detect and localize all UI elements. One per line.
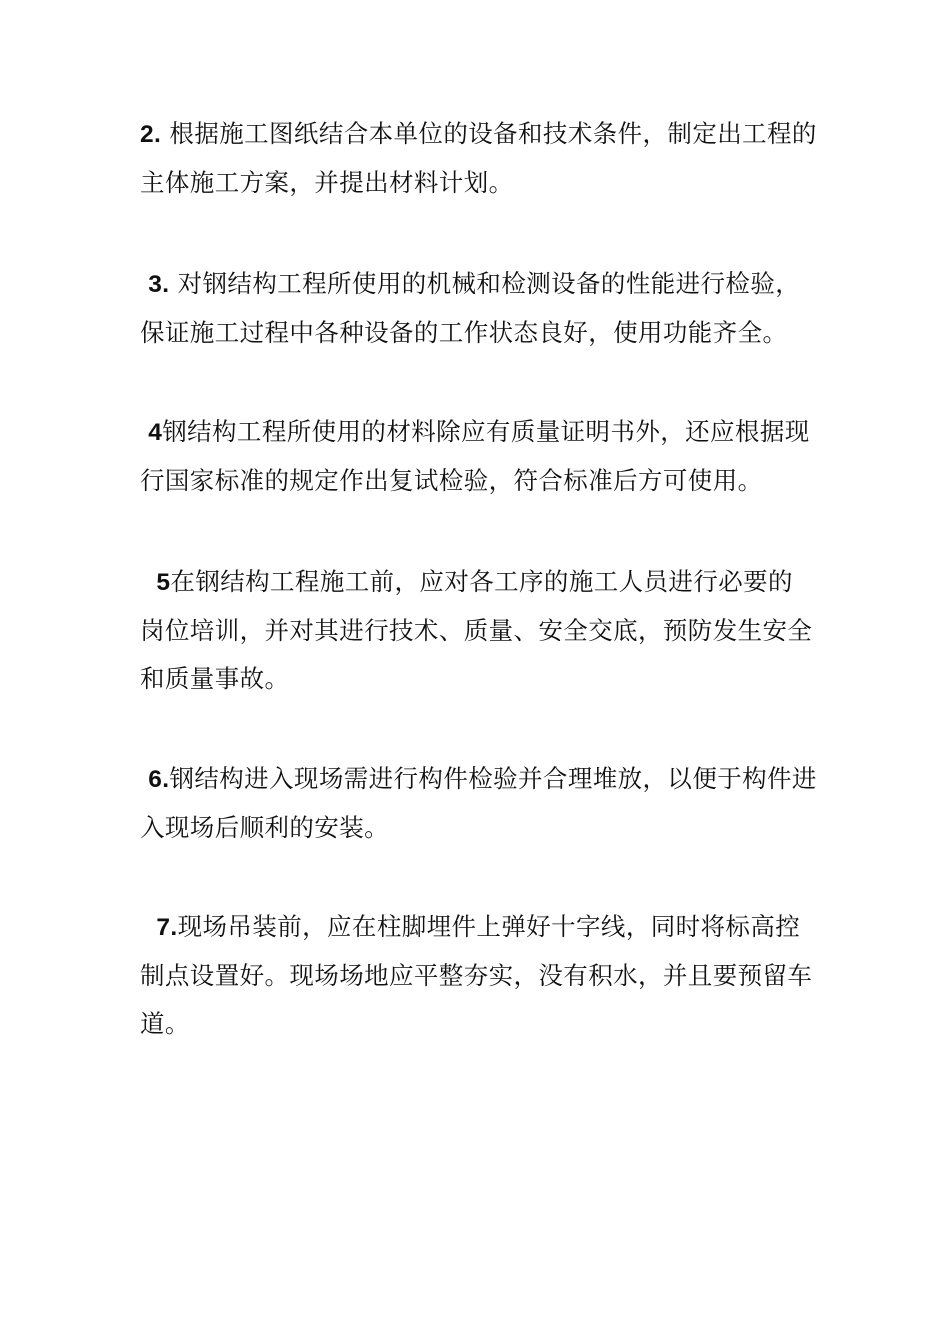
paragraph-text: 钢结构工程所使用的材料除应有质量证明书外，还应根据现 bbox=[162, 417, 810, 446]
paragraph-5 bbox=[140, 558, 850, 703]
paragraph-line bbox=[140, 558, 850, 607]
paragraph-number: 5 bbox=[156, 569, 171, 596]
paragraph-2 bbox=[140, 110, 850, 207]
paragraph-number: 4 bbox=[148, 419, 163, 446]
paragraph-line: 行国家标准的规定作出复试检验，符合标准后方可使用。 bbox=[140, 466, 763, 495]
paragraph-line: 和质量事故。 bbox=[140, 664, 290, 693]
paragraph-line bbox=[140, 260, 850, 309]
paragraph-line: 主体施工方案，并提出材料计划。 bbox=[140, 168, 514, 197]
paragraph-number: 6. bbox=[148, 766, 170, 793]
paragraph-text: 根据施工图纸结合本单位的设备和技术条件，制定出工程的 bbox=[161, 119, 817, 148]
paragraph-3 bbox=[140, 260, 850, 357]
paragraph-line bbox=[140, 408, 850, 457]
paragraph-line: 入现场后顺利的安装。 bbox=[140, 813, 389, 842]
paragraph-4 bbox=[140, 408, 850, 505]
paragraph-text: 在钢结构工程施工前，应对各工序的施工人员进行必要的 bbox=[170, 567, 793, 596]
paragraph-line bbox=[140, 755, 850, 804]
paragraph-6 bbox=[140, 755, 850, 852]
paragraph-7 bbox=[140, 903, 850, 1048]
paragraph-number: 2. bbox=[140, 121, 162, 148]
paragraph-line: 制点设置好。现场场地应平整夯实，没有积水，并且要预留车 bbox=[140, 961, 813, 990]
paragraph-line: 保证施工过程中各种设备的工作状态良好，使用功能齐全。 bbox=[140, 318, 788, 347]
paragraph-line bbox=[140, 903, 850, 952]
paragraph-line bbox=[140, 110, 850, 159]
paragraph-text: 对钢结构工程所使用的机械和检测设备的性能进行检验， bbox=[169, 269, 801, 298]
paragraph-number: 7. bbox=[156, 914, 178, 941]
paragraph-line: 道。 bbox=[140, 1009, 190, 1038]
paragraph-line: 岗位培训，并对其进行技术、质量、安全交底，预防发生安全 bbox=[140, 616, 813, 645]
paragraph-text: 现场吊装前，应在柱脚埋件上弹好十字线，同时将标高控 bbox=[177, 912, 801, 941]
paragraph-text: 钢结构进入现场需进行构件检验并合理堆放，以便于构件进 bbox=[169, 764, 817, 793]
paragraph-number: 3. bbox=[148, 271, 170, 298]
